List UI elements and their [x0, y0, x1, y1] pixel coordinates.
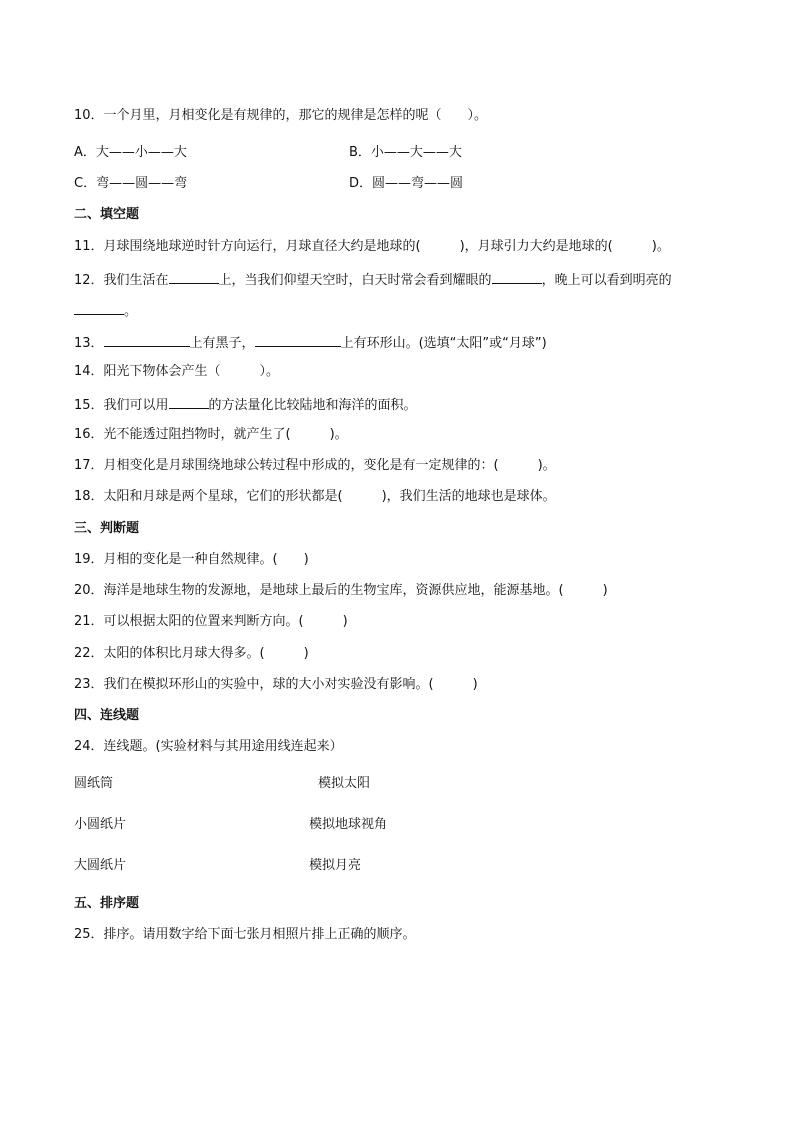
- question-12-text-2: 上，当我们仰望天空时，白天时常会看到耀眼的: [218, 273, 492, 288]
- matching-right-item[interactable]: 模拟月亮: [309, 858, 362, 873]
- question-15: [74, 394, 417, 415]
- question-24-stem: 24．连线题。(实验材料与其用途用线连起来）: [74, 739, 343, 754]
- question-25: 25．排序。请用数字给下面七张月相照片排上正确的顺序。: [74, 927, 416, 942]
- question-20: 20．海洋是地球生物的发源地，是地球上最后的生物宝库，资源供应地，能源基地。( ): [74, 583, 608, 598]
- question-13-text-2: 上有环形山。(选填“太阳”或“月球”): [340, 336, 547, 351]
- question-10-option-c: C．弯——圆——弯: [74, 176, 188, 191]
- answer-blank[interactable]: [74, 300, 124, 315]
- answer-blank[interactable]: [255, 332, 341, 347]
- question-12-end: 。: [124, 304, 138, 319]
- answer-blank[interactable]: [492, 269, 542, 284]
- question-14: 14．阳光下物体会产生（ ）。: [74, 364, 280, 379]
- matching-right-item[interactable]: 模拟地球视角: [309, 817, 388, 832]
- answer-blank[interactable]: [169, 394, 209, 409]
- question-17: 17．月相变化是月球围绕地球公转过程中形成的，变化是有一定规律的：( )。: [74, 458, 556, 473]
- question-19: 19．月相的变化是一种自然规律。( ): [74, 552, 309, 567]
- matching-left-item[interactable]: 圆纸筒: [74, 776, 114, 791]
- question-22: 22．太阳的体积比月球大得多。( ): [74, 646, 309, 661]
- question-16: 16．光不能透过阻挡物时，就产生了( )。: [74, 427, 348, 442]
- question-15-text-1: 15．我们可以用: [74, 398, 169, 413]
- question-13-text-1: 上有黑子，: [189, 336, 255, 351]
- question-10-option-b: B．小——大——大: [349, 145, 462, 160]
- question-18: 18．太阳和月球是两个星球，它们的形状都是( )，我们生活的地球也是球体。: [74, 489, 556, 504]
- answer-blank[interactable]: [104, 332, 190, 347]
- question-10-option-a: A．大——小——大: [74, 145, 187, 160]
- question-23: 23．我们在模拟环形山的实验中，球的大小对实验没有影响。( ): [74, 677, 478, 692]
- question-13-number: 13．: [74, 336, 104, 351]
- section-heading-true-false: 三、判断题: [74, 521, 140, 536]
- question-12-text-3: ，晚上可以看到明亮的: [541, 273, 672, 288]
- question-12-continuation: [74, 300, 137, 321]
- question-12: [74, 269, 672, 290]
- answer-blank[interactable]: [169, 269, 219, 284]
- question-13: [74, 332, 547, 353]
- question-10-option-d: D．圆——弯——圆: [349, 176, 464, 191]
- question-11: 11．月球围绕地球逆时针方向运行，月球直径大约是地球的( )，月球引力大约是地球的( )。: [74, 239, 670, 254]
- matching-left-item[interactable]: 大圆纸片: [74, 858, 127, 873]
- matching-left-item[interactable]: 小圆纸片: [74, 817, 127, 832]
- question-10-stem: 10．一个月里，月相变化是有规律的，那它的规律是怎样的呢（ ）。: [74, 108, 488, 123]
- section-heading-matching: 四、连线题: [74, 708, 140, 723]
- question-12-text-1: 12．我们生活在: [74, 273, 169, 288]
- section-heading-fill-blank: 二、填空题: [74, 207, 140, 222]
- question-15-text-2: 的方法量化比较陆地和海洋的面积。: [208, 398, 417, 413]
- section-heading-ordering: 五、排序题: [74, 896, 140, 911]
- matching-right-item[interactable]: 模拟太阳: [318, 776, 371, 791]
- question-21: 21．可以根据太阳的位置来判断方向。( ): [74, 614, 348, 629]
